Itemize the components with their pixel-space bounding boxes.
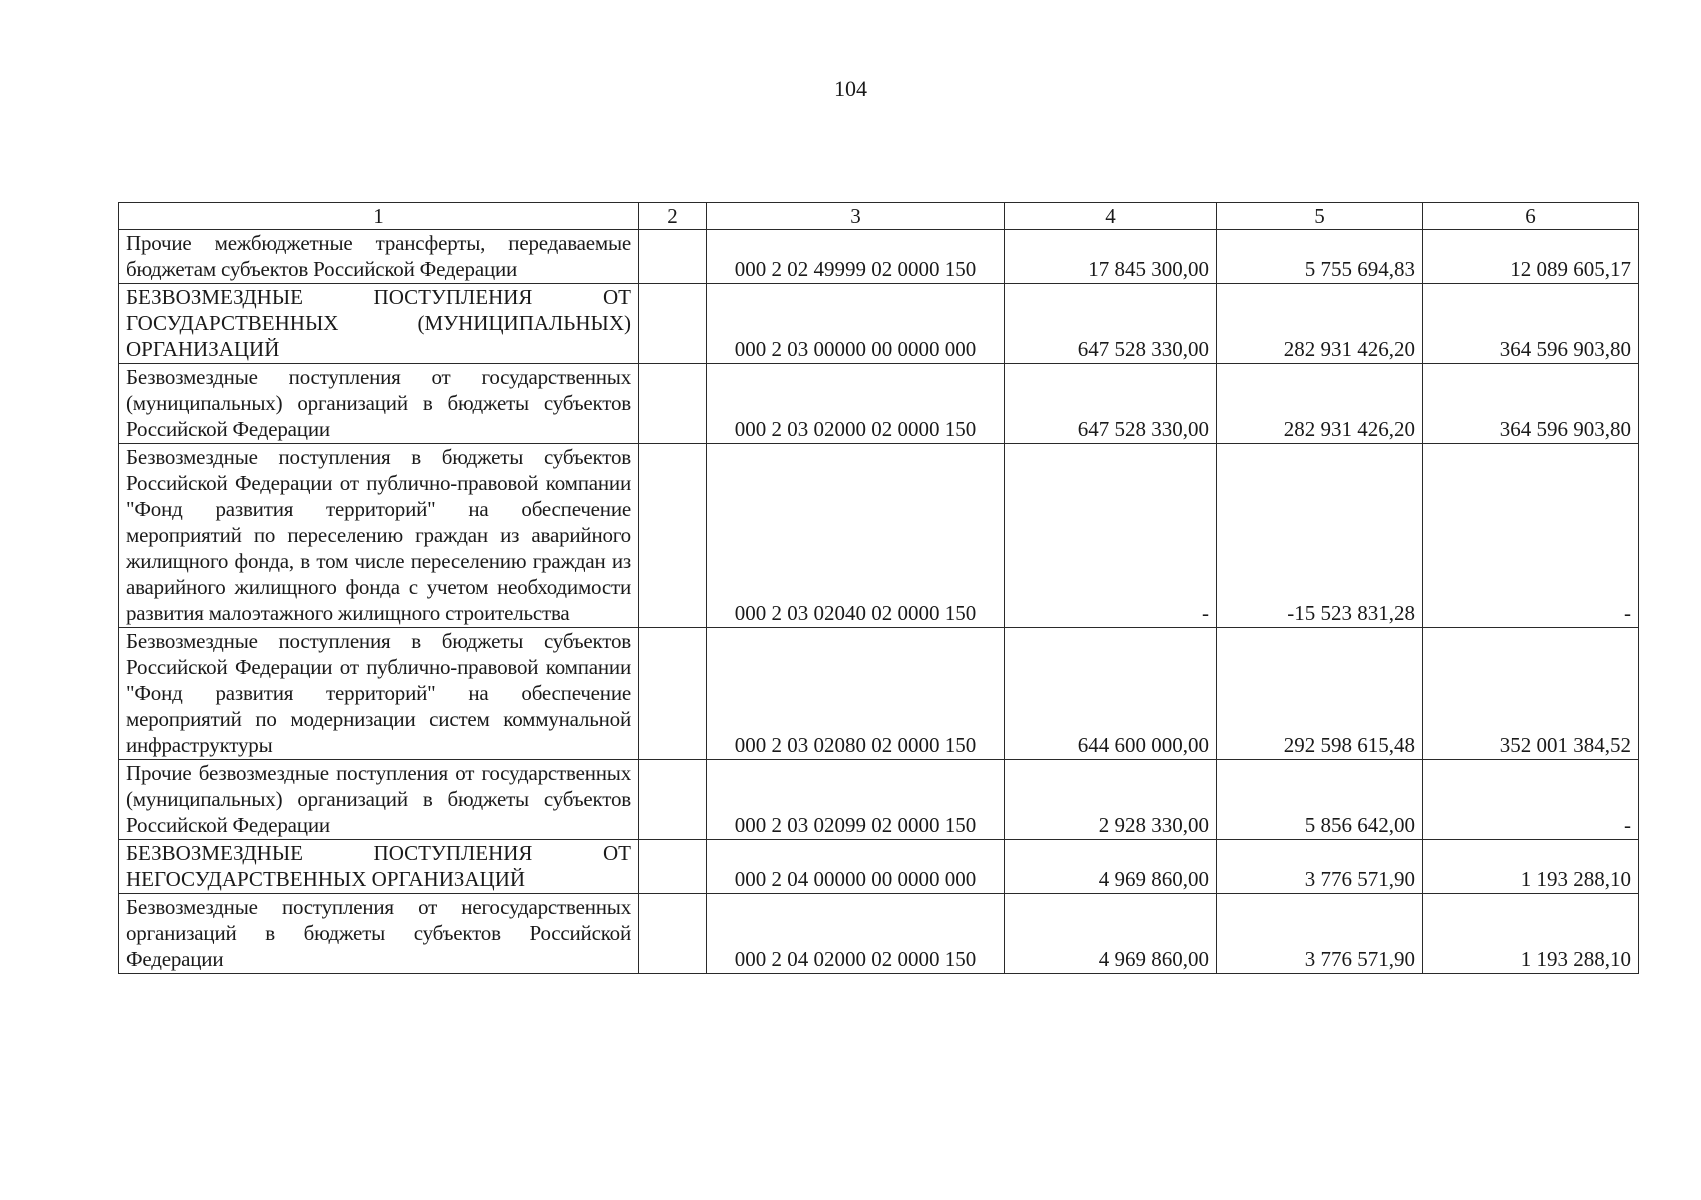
column-header-3: 3 (707, 203, 1005, 230)
row-col5: 3 776 571,90 (1217, 894, 1423, 974)
row-col4: 17 845 300,00 (1005, 230, 1217, 284)
column-header-6: 6 (1423, 203, 1639, 230)
column-header-2: 2 (639, 203, 707, 230)
row-name: Безвозмездные поступления от государственных (муниципальных) организаций в бюджеты субъектов Российской Федерации (119, 364, 639, 444)
row-code: 000 2 03 02040 02 0000 150 (707, 444, 1005, 628)
row-col4: 647 528 330,00 (1005, 284, 1217, 364)
page-number: 104 (834, 76, 867, 101)
row-col4: 644 600 000,00 (1005, 628, 1217, 760)
row-name: Безвозмездные поступления в бюджеты субъектов Российской Федерации от публично-правовой компании "Фонд развития территорий" на обеспечение мероприятий по модернизации систем коммунальной инфраструктуры (119, 628, 639, 760)
row-col2 (639, 760, 707, 840)
table-row (119, 230, 1639, 284)
row-col2 (639, 444, 707, 628)
row-name: Безвозмездные поступления от негосударственных организаций в бюджеты субъектов Российской Федерации (119, 894, 639, 974)
row-name: БЕЗВОЗМЕЗДНЫЕ ПОСТУПЛЕНИЯ ОТ НЕГОСУДАРСТВЕННЫХ ОРГАНИЗАЦИЙ (119, 840, 639, 894)
table-row (119, 628, 1639, 760)
row-col6: 1 193 288,10 (1423, 840, 1639, 894)
row-col6: 364 596 903,80 (1423, 284, 1639, 364)
row-col2 (639, 364, 707, 444)
row-col5: 292 598 615,48 (1217, 628, 1423, 760)
row-col2 (639, 840, 707, 894)
row-code: 000 2 02 49999 02 0000 150 (707, 230, 1005, 284)
row-col6: - (1423, 760, 1639, 840)
row-col5: 3 776 571,90 (1217, 840, 1423, 894)
row-col6: 352 001 384,52 (1423, 628, 1639, 760)
column-header-1: 1 (119, 203, 639, 230)
row-col6: 1 193 288,10 (1423, 894, 1639, 974)
row-name: Прочие межбюджетные трансферты, передаваемые бюджетам субъектов Российской Федерации (119, 230, 639, 284)
row-col5: 5 856 642,00 (1217, 760, 1423, 840)
column-header-5: 5 (1217, 203, 1423, 230)
table-row (119, 444, 1639, 628)
row-code: 000 2 04 02000 02 0000 150 (707, 894, 1005, 974)
row-code: 000 2 03 00000 00 0000 000 (707, 284, 1005, 364)
table-row (119, 284, 1639, 364)
row-col6: 12 089 605,17 (1423, 230, 1639, 284)
table-row (119, 364, 1639, 444)
row-code: 000 2 03 02099 02 0000 150 (707, 760, 1005, 840)
row-col4: 647 528 330,00 (1005, 364, 1217, 444)
table-row (119, 840, 1639, 894)
table-header-row (119, 203, 1639, 230)
row-name: Безвозмездные поступления в бюджеты субъектов Российской Федерации от публично-правовой компании "Фонд развития территорий" на обеспечение мероприятий по переселению граждан из аварийного жилищного фонда, в том числе переселению граждан из аварийного жилищного фонда с учетом необходимости развития малоэтажного жилищного строительства (119, 444, 639, 628)
row-code: 000 2 04 00000 00 0000 000 (707, 840, 1005, 894)
column-header-4: 4 (1005, 203, 1217, 230)
row-col2 (639, 894, 707, 974)
row-name: Прочие безвозмездные поступления от государственных (муниципальных) организаций в бюджеты субъектов Российской Федерации (119, 760, 639, 840)
row-col2 (639, 628, 707, 760)
table-row (119, 760, 1639, 840)
row-col6: 364 596 903,80 (1423, 364, 1639, 444)
row-col2 (639, 284, 707, 364)
row-col5: 282 931 426,20 (1217, 284, 1423, 364)
row-col5: 5 755 694,83 (1217, 230, 1423, 284)
row-col5: -15 523 831,28 (1217, 444, 1423, 628)
row-col5: 282 931 426,20 (1217, 364, 1423, 444)
row-col6: - (1423, 444, 1639, 628)
row-col4: 4 969 860,00 (1005, 840, 1217, 894)
row-col4: 4 969 860,00 (1005, 894, 1217, 974)
row-code: 000 2 03 02000 02 0000 150 (707, 364, 1005, 444)
row-name: БЕЗВОЗМЕЗДНЫЕ ПОСТУПЛЕНИЯ ОТ ГОСУДАРСТВЕННЫХ (МУНИЦИПАЛЬНЫХ) ОРГАНИЗАЦИЙ (119, 284, 639, 364)
row-col4: 2 928 330,00 (1005, 760, 1217, 840)
row-col2 (639, 230, 707, 284)
table-row (119, 894, 1639, 974)
revenue-table (118, 202, 1639, 974)
row-col4: - (1005, 444, 1217, 628)
row-code: 000 2 03 02080 02 0000 150 (707, 628, 1005, 760)
